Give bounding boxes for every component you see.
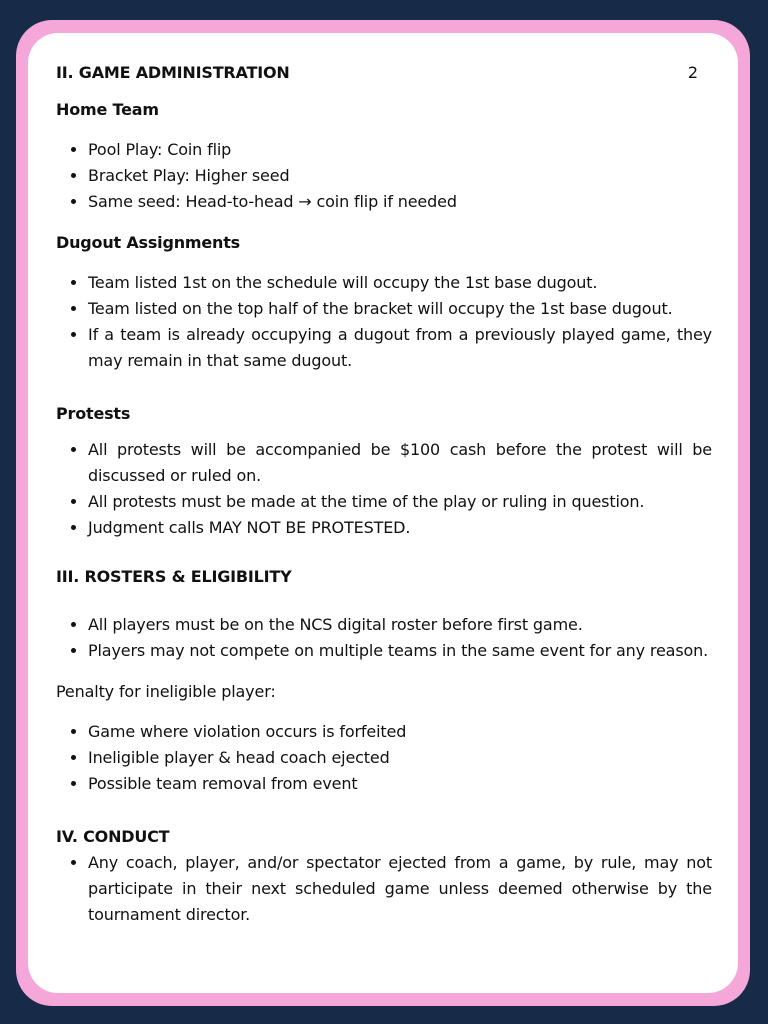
list-item: • Possible team removal from event (88, 771, 712, 797)
list-item: • All protests must be made at the time of the play or ruling in question. (88, 489, 712, 515)
protests-list (56, 437, 712, 541)
penalty-list (56, 719, 712, 797)
subsection-title-dugout: Dugout Assignments (56, 233, 240, 252)
list-item: • Any coach, player, and/or spectator ejected from a game, by rule, may not participate in their next scheduled game unless deemed otherwise by the tournament director. (88, 850, 712, 928)
section-title-conduct: IV. CONDUCT (56, 827, 170, 846)
list-item: • Pool Play: Coin flip (88, 137, 712, 163)
subsection-title-protests: Protests (56, 404, 131, 423)
list-item: • All protests will be accompanied be $100 cash before the protest will be discussed or ruled on. (88, 437, 712, 489)
list-item: • Team listed 1st on the schedule will occupy the 1st base dugout. (88, 270, 712, 296)
rosters-list (56, 612, 712, 664)
conduct-list (56, 850, 712, 928)
list-item: • If a team is already occupying a dugout from a previously played game, they may remain in that same dugout. (88, 322, 712, 374)
section-title-rosters: III. ROSTERS & ELIGIBILITY (56, 567, 292, 586)
list-item: • Same seed: Head-to-head → coin flip if needed (88, 189, 712, 215)
dugout-list (56, 270, 712, 374)
page-header (56, 63, 712, 82)
list-item: • Game where violation occurs is forfeited (88, 719, 712, 745)
list-item: • Players may not compete on multiple teams in the same event for any reason. (88, 638, 712, 664)
list-item: • Ineligible player & head coach ejected (88, 745, 712, 771)
penalty-label: Penalty for ineligible player: (56, 682, 276, 701)
list-item: • Bracket Play: Higher seed (88, 163, 712, 189)
section-title-game-administration: II. GAME ADMINISTRATION (56, 63, 290, 82)
list-item: • All players must be on the NCS digital roster before first game. (88, 612, 712, 638)
home-team-list (56, 137, 712, 215)
document-content (56, 63, 712, 928)
page-number: 2 (687, 63, 698, 82)
list-item: • Judgment calls MAY NOT BE PROTESTED. (88, 515, 712, 541)
list-item: • Team listed on the top half of the bracket will occupy the 1st base dugout. (88, 296, 712, 322)
subsection-title-home-team: Home Team (56, 100, 159, 119)
document-page (28, 33, 738, 993)
